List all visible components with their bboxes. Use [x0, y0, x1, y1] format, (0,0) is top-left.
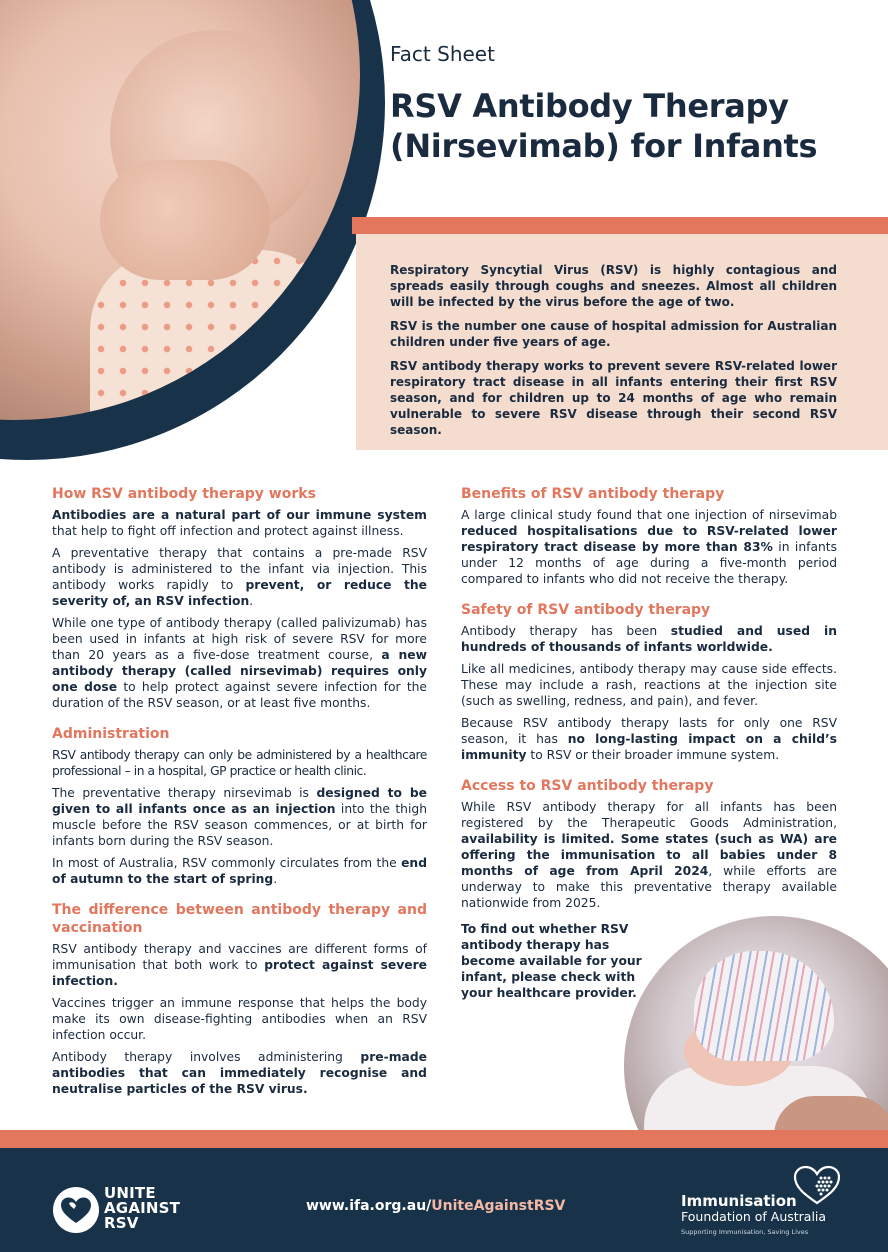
- bold-text: availability is limited. Some states (such as WA) are offering the immunisation to all babies under 8 months of age from April 2024: [461, 832, 837, 878]
- title-line-2: (Nirsevimab) for Infants: [390, 127, 818, 165]
- header-accent-band: [352, 217, 888, 234]
- text: RSV antibody therapy and vaccines are different forms of immunisation that both work to: [52, 942, 427, 972]
- bold-text: designed to be given to all infants once as an injection: [52, 786, 427, 816]
- bold-text: protect against severe infection.: [52, 958, 427, 988]
- text: , while efforts are underway to make this preventative therapy available nationwide from 2025.: [461, 864, 837, 910]
- striped-cap: [694, 951, 834, 1061]
- safety-paragraph-2: Like all medicines, antibody therapy may cause side effects. These may include a rash, reactions at the injection site (such as swelling, redness, and pain), and fever.: [461, 662, 837, 708]
- benefits-paragraph-1: [461, 507, 837, 587]
- text: In most of Australia, RSV commonly circulates from the: [52, 856, 402, 870]
- admin-paragraph-1: RSV antibody therapy can only be administered by a healthcare professional – in a hospital, GP practice or health clinic.: [52, 748, 427, 778]
- text: Because RSV antibody therapy lasts for only one RSV season, it has: [461, 716, 837, 746]
- bold-text: prevent, or reduce the severity of, an RSV infection: [52, 578, 427, 608]
- text: While RSV antibody therapy for all infants has been registered by the Therapeutic Goods Administration,: [461, 800, 837, 830]
- how-paragraph-1: [52, 507, 427, 539]
- page-title: [390, 86, 870, 166]
- section-heading-how: How RSV antibody therapy works: [52, 486, 316, 502]
- section-heading-difference: The difference between antibody therapy and vaccination: [52, 902, 427, 936]
- uar-logo-text: [104, 1186, 180, 1231]
- text: .: [273, 872, 278, 886]
- url-prefix: www.ifa.org.au/: [306, 1198, 432, 1214]
- url-highlight: UniteAgainstRSV: [431, 1198, 566, 1214]
- text: in infants under 12 months of age during a five-month period compared to infants who did not receive the therapy.: [461, 540, 838, 586]
- bold-text: no long-lasting impact on a child’s immunity: [461, 732, 837, 762]
- text: .: [249, 594, 254, 608]
- ifa-heart-icon: [792, 1164, 842, 1206]
- uar-line-2: AGAINST: [104, 1199, 181, 1217]
- text: into the thigh muscle before the RSV season commences, or at birth for infants born during the RSV season.: [52, 802, 427, 848]
- text: A preventative therapy that contains a pre-made RSV antibody is administered to the infant via injection. This antibody works rapidly to: [52, 546, 427, 592]
- text: While one type of antibody therapy (called palivizumab) has been used in infants at high risk of severe RSV for more than 20 years as a five-dose treatment course,: [52, 616, 427, 662]
- eyebrow-label: Fact Sheet: [390, 42, 495, 66]
- uar-line-3: RSV: [104, 1214, 139, 1232]
- admin-paragraph-2: [52, 785, 427, 849]
- difference-paragraph-3: [52, 1049, 427, 1097]
- text: to help protect against severe infection for the duration of the RSV season, or at least five months.: [52, 680, 428, 710]
- ifa-logo-name: Immunisation: [681, 1192, 797, 1210]
- text: The preventative therapy nirsevimab is: [52, 786, 317, 800]
- bold-text: a new antibody therapy (called nirsevimab) requires only one dose: [52, 648, 427, 694]
- left-column: [52, 485, 427, 1103]
- footer-accent-band: [0, 1130, 888, 1148]
- access-paragraph-1: [461, 799, 837, 911]
- section-heading-access: Access to RSV antibody therapy: [461, 778, 714, 794]
- text: A large clinical study found that one injection of nirsevimab: [461, 508, 837, 522]
- bold-text: Antibodies are a natural part of our immune system: [52, 508, 427, 522]
- difference-paragraph-1: [52, 941, 427, 989]
- bold-text: studied and used in hundreds of thousands of infants worldwide.: [461, 624, 837, 654]
- intro-paragraph: RSV antibody therapy works to prevent severe RSV-related lower respiratory tract disease in all infants entering their first RSV season, and for children up to 24 months of age who remain vulnerable to severe RSV disease through their second RSV season.: [390, 359, 837, 437]
- bold-text: end of autumn to the start of spring: [52, 856, 427, 886]
- text: Antibody therapy has been: [461, 624, 671, 638]
- ifa-logo-tagline: Supporting Immunisation, Saving Lives: [681, 1228, 809, 1236]
- text: to RSV or their broader immune system.: [526, 748, 780, 762]
- bold-text: reduced hospitalisations due to RSV-related lower respiratory tract disease by more than 83%: [461, 524, 837, 554]
- hero-baby-photo: [0, 0, 360, 420]
- section-heading-administration: Administration: [52, 726, 170, 742]
- section-heading-benefits: Benefits of RSV antibody therapy: [461, 486, 725, 502]
- safety-paragraph-1: [461, 623, 837, 655]
- callout-text: To find out whether RSV antibody therapy has become available for your infant, please check with your healthcare provider.: [461, 922, 642, 1000]
- text: that help to fight off infection and protect against illness.: [52, 524, 404, 538]
- intro-paragraph: Respiratory Syncytial Virus (RSV) is highly contagious and spreads easily through coughs and sneezes. Almost all children will be infected by the virus before the age of two.: [390, 263, 837, 309]
- ifa-logo-subtitle: Foundation of Australia: [681, 1209, 827, 1224]
- how-paragraph-3: [52, 615, 427, 711]
- footer-url-link[interactable]: [306, 1198, 565, 1214]
- title-line-1: RSV Antibody Therapy: [390, 87, 789, 125]
- safety-paragraph-3: [461, 715, 837, 763]
- baby-hand: [100, 160, 270, 280]
- text: Antibody therapy involves administering: [52, 1050, 361, 1064]
- intro-paragraph: RSV is the number one cause of hospital admission for Australian children under five years of age.: [390, 319, 837, 349]
- uar-line-1: UNITE: [104, 1184, 156, 1202]
- uar-heart-icon: [52, 1186, 100, 1234]
- intro-text: [390, 262, 837, 446]
- difference-paragraph-2: Vaccines trigger an immune response that helps the body make its own disease-fighting antibodies when an RSV infection occur.: [52, 996, 427, 1042]
- how-paragraph-2: [52, 545, 427, 609]
- bold-text: pre-made antibodies that can immediately recognise and neutralise particles of the RSV virus.: [52, 1050, 427, 1096]
- admin-paragraph-3: [52, 855, 427, 887]
- section-heading-safety: Safety of RSV antibody therapy: [461, 602, 711, 618]
